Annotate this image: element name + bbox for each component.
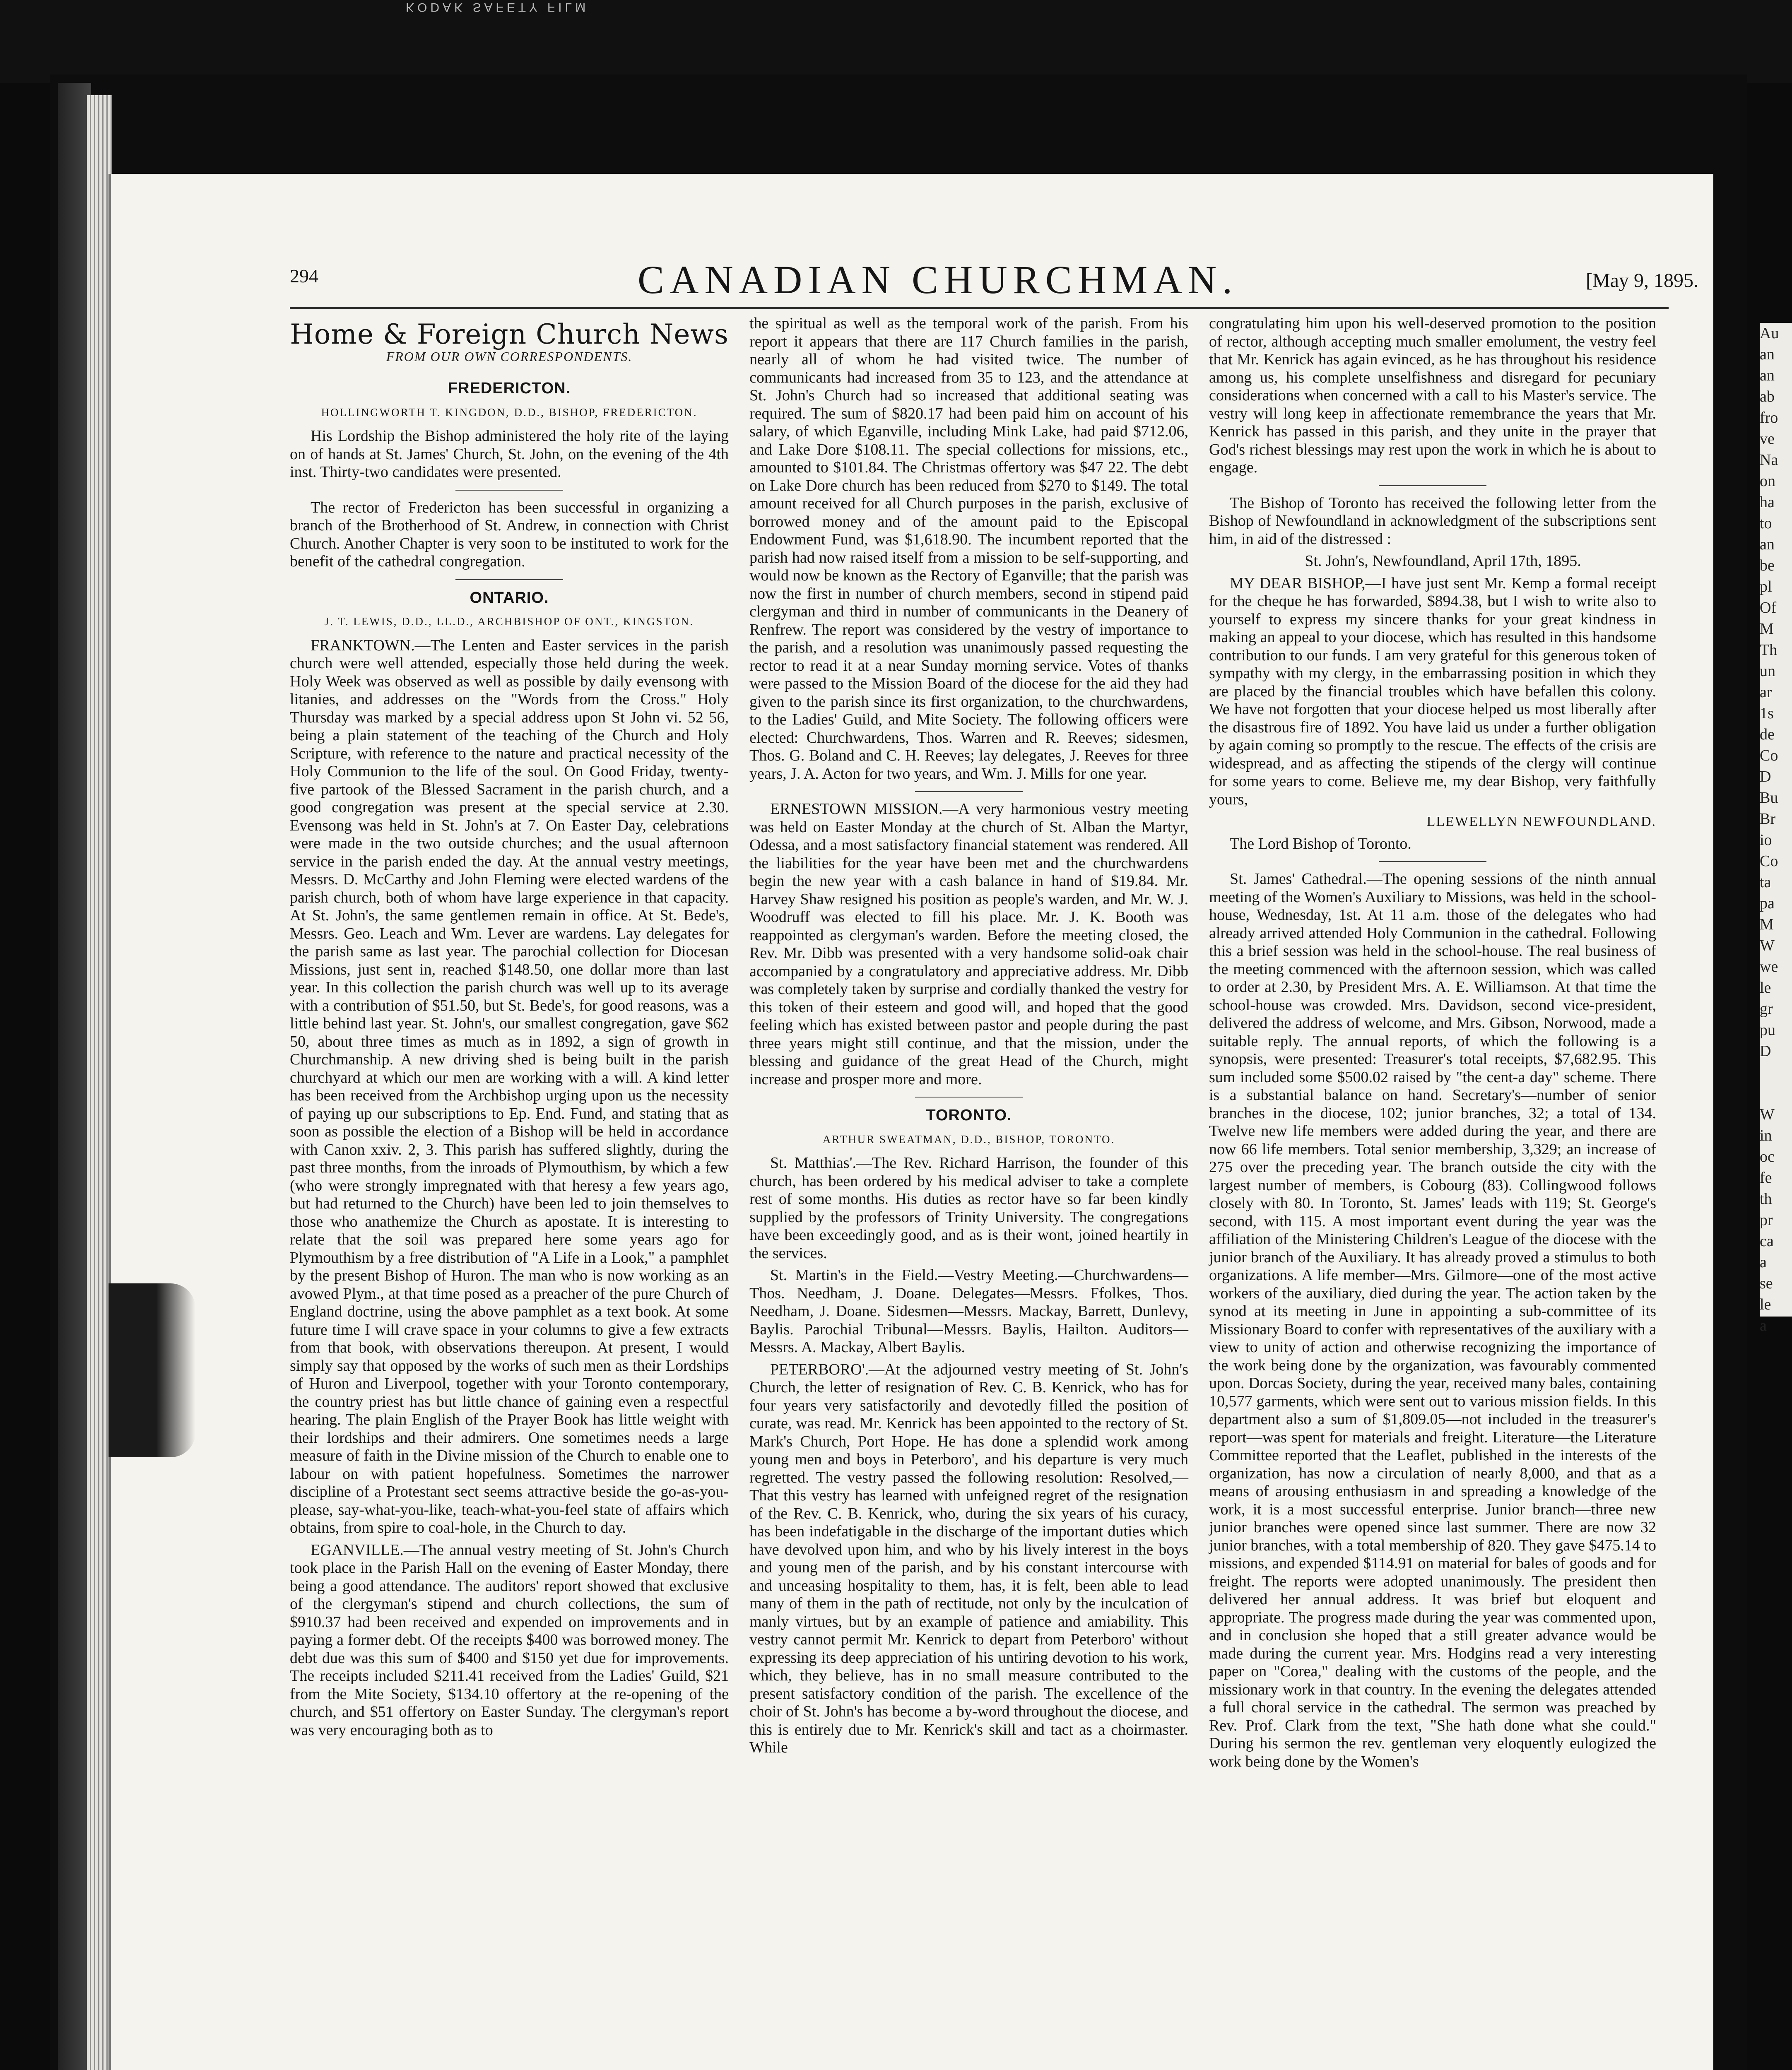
strip-line: an [1760,367,1775,384]
strip-line: de [1760,726,1775,743]
st-martins-article: St. Martin's in the Field.—Vestry Meeting.—Churchwardens—Thos. Needham, J. Doane. Delegates—Messrs. Ffolkes, Thos. Needham, J. Doane. Sidesmen—Messrs. Mackay, Barrett, Dunlevy, Baylis. Parochial Tribunal—Messrs. Baylis, Hailton. Auditors—Messrs. A. Mackay, Albert Baylis. [749,1266,1188,1356]
strip-line: le [1760,1296,1771,1313]
ernestown-article: ERNESTOWN MISSION.—A very harmonious vestry meeting was held on Easter Monday at the church of St. Alban the Martyr, Odessa, and a most satisfactory financial statement was rendered. All the liabilities for the year have been met and the churchwardens begin the new year with a cash balance in hand of $19.84. Mr. Harvey Shaw resigned his position as people's warden, and Mr. W. J. Woodruff was elected to fill his place. Mr. J. K. Booth was reappointed as clergyman's warden. Before the meeting closed, the Rev. Mr. Dibb was presented with a very handsome solid-oak chair accompanied by a congratulatory and appreciative address. Mr. Dibb was completely taken by surprise and cordially thanked the vestry for this token of their esteem and good will, and hoped that the good feeling which has existed between pastor and people during the past three years might still continue, and that the mission, under the blessing and guidance of the great Head of the Church, might increase and prosper more and more. [749,800,1188,1088]
strip-line: be [1760,557,1775,574]
strip-line: ca [1760,1232,1774,1250]
strip-line: se [1760,1275,1773,1292]
fredericton-bishop: HOLLINGWORTH T. KINGDON, D.D., BISHOP, FREDERICTON. [321,406,698,419]
strip-line [1760,1062,1792,1083]
section-fredericton: FREDERICTON. [448,380,571,397]
film-edge-text: KODAK SAFETY FILM [406,0,589,14]
letter-addressee: The Lord Bishop of Toronto. [1230,835,1411,852]
strip-line: Bu [1760,789,1778,806]
masthead [290,257,1706,306]
strip-line: Co [1760,852,1778,870]
st-james-cathedral-article: St. James' Cathedral.—The opening sessions of the ninth annual meeting of the Women's Auxiliary to Missions, was held in the school-house, Wednesday, 1st. At 11 a.m. those of the delegates who had already arrived attended Holy Communion in the cathedral. Following this a brief session was held in the school-house. The real business of the meeting commenced with the afternoon session, which was called to order at 2.30, by President Mrs. A. E. Williamson. At that time the school-house was crowded. Mrs. Davidson, second vice-president, delivered the address of welcome, and Mrs. Gibson, Norwood, made a suitable reply. The annual reports, of which the following is a synopsis, were presented: Treasurer's total receipts, $7,682.95. This sum included some $500.02 raised by "the cent-a day" scheme. There is a substantial balance on hand. Secretary's—number of senior branches in the diocese, 102; junior branches, 32; a total of 134. Twelve new life members were added during the year, and there are now 66 life members. Total senior membership, 3,329; an increase of 275 over the preceding year. The branch outside the city with the largest number of members, is Cobourg (83). Collingwood follows closely with 80. In Toronto, St. James' leads with 119; St. George's second, with 115. A most important event during the year was the affiliation of the Ministering Children's League of the diocese with the junior branch of the Auxiliary. It has already proved a stimulus to both organizations. A life member—Mrs. Gilmore—one of the most active workers of the auxiliary, died during the year. The action taken by the synod at its meeting in June in appointing a sub-committee of its Missionary Board to confer with representatives of the auxiliary with a view to unity of action and otherwise recognizing the importance of the work being done by the organization, was favourably commented upon. Dorcas Society, during the year, received many bales, containing 10,577 garments, which were sent out to various mission fields. In this department also a sum of $1,809.05—not included in the treasurer's report—was spent for materials and freight. Literature—the Literature Committee reported that the Leaflet, published in the interests of the organization, has now a circulation of nearly 8,000, and that as a means of arousing enthusiasm in and spreading a knowledge of the work, it is a most successful enterprise. Junior branch—three new junior branches were opened since last summer. There are now 32 junior branches, with a total membership of 820. They gave $475.14 to missions, and expended $114.91 on material for bales of goods and for freight. The reports were adopted unanimously. The president then delivered her annual address. It was brief but eloquent and appropriate. The progress made during the year was commented upon, and in conclusion she hoped that a still greater advance would be made during the current year. Mrs. Hodgins read a very interesting paper on "Corea," dealing with the customs of the people, and the missionary work in that country. In the evening the delegates attended a full choral service in the cathedral. The sermon was preached by Rev. Prof. Clark from the text, "She hath done what she could." During his sermon the rev. gentleman very eloquently eulogized the work being done by the Women's [1209,870,1656,1770]
strip-line: ab [1760,388,1775,405]
strip-line: ha [1760,493,1775,511]
correspondents-subhead: FROM OUR OWN CORRESPONDENTS. [386,349,633,364]
newspaper-title: CANADIAN CHURCHMAN. [638,258,1238,302]
strip-line: M [1760,620,1774,638]
strip-line: pu [1760,1021,1775,1039]
strip-line: we [1760,958,1778,975]
fredericton-item-1: His Lordship the Bishop administered the holy rite of the laying on of hands at St. James' Church, St. John, on the evening of the 4th inst. Thirty-two candidates were presented. [290,427,729,481]
strip-line: pa [1760,895,1775,912]
strip-line: D [1760,1042,1771,1060]
peterboro-continued: congratulating him upon his well-deserved promotion to the position of rector, although accepting much smaller emolument, the vestry feel that Mr. Kenrick has again evinced, as he has throughout his residence among us, his complete unselfishness and disregard for pecuniary considerations when concerned with a call to his Master's service. The vestry will long keep in affectionate remembrance the years that Mr. Kenrick has passed in this parish, and they unite in the prayer that God's richest blessings may rest upon the work in which he is about to engage. [1209,315,1656,476]
film-background [0,0,1792,83]
strip-line: pl [1760,578,1772,595]
fredericton-item-2: The rector of Fredericton has been successful in organizing a branch of the Brotherhood of St. Andrew, in connection with Christ Church. Another Chapter is very soon to be instituted to work for the benefit of the cathedral congregation. [290,498,729,570]
strip-line: 1s [1760,705,1774,722]
section-toronto: TORONTO. [926,1107,1012,1124]
peterboro-article: PETERBORO'.—At the adjourned vestry meeting of St. John's Church, the letter of resignation of Rev. C. B. Kenrick, who has for four years very satisfactorily and devotedly filled the position of curate, was read. Mr. Kenrick has been appointed to the rectory of St. Mark's Church, Port Hope. He has done a splendid work among young men and boys in Peterboro', and his departure is very much regretted. The vestry passed the following resolution: Resolved,—That this vestry has learned with unfeigned regret of the resignation of the Rev. C. B. Kenrick, who, during the six years of his curacy, has been indefatigable in the discharge of the important duties which have devolved upon him, and who by his lively interest in the boys and young men of the parish, and by his constant intercourse with and unceasing hospitality to them, has, it is felt, been able to lead many of them in the path of rectitude, not only by the inculcation of manly virtues, but by an example of patience and amiability. This vestry cannot permit Mr. Kenrick to depart from Peterboro' without expressing its deep appreciation of his untiring devotion to his work, which, they believe, has in no small measure contributed to the present satisfactory condition of the parish. The excellence of the choir of St. John's has become a by-word throughout the diocese, and this is entirely due to Mr. Kenrick's skill and tact as a choirmaster. While [749,1360,1188,1756]
strip-line: Co [1760,747,1778,764]
strip-line: Th [1760,641,1778,659]
strip-line: ve [1760,430,1775,448]
separator [455,490,563,491]
newfoundland-letter: MY DEAR BISHOP,—I have just sent Mr. Kemp a formal receipt for the cheque he has forwarded, $894.38, but I wish to write also to yourself to express my sincere thanks for your great kindness in making an appeal to your diocese, which has resulted in this handsome contribution to our funds. I am very grateful for this generous token of sympathy with my clergy, in the embarrassing position in which they are placed by the financial troubles which have befallen this colony. We have not forgotten that your diocese helped us most liberally after the disastrous fire of 1892. You have laid us under a further obligation by again coming so promptly to the rescue. The effects of the crisis are widespread, and as affecting the stipends of the clergy will continue for some years to come. Believe me, my dear Bishop, very faithfully yours, [1209,574,1656,808]
strip-line: W [1760,937,1775,954]
separator [1379,485,1486,486]
column-2 [749,315,1188,2070]
strip-line: io [1760,831,1772,849]
strip-line: a [1760,1254,1767,1271]
strip-line: Na [1760,451,1778,469]
department-heading: Home & Foreign Church News [290,318,729,350]
separator [915,791,1023,792]
strip-line: ta [1760,874,1771,891]
issue-date: [May 9, 1895. [1586,270,1698,291]
strip-line: on [1760,472,1775,490]
strip-line: an [1760,346,1775,363]
strip-line: pr [1760,1211,1773,1229]
strip-line: W [1760,1106,1775,1123]
separator [455,579,563,580]
strip-line: to [1760,515,1772,532]
strip-line: an [1760,536,1775,553]
newfoundland-intro: The Bishop of Toronto has received the following letter from the Bishop of Newfoundland in acknowledgment of the subscriptions sent him, in aid of the distressed : [1209,494,1656,548]
strip-line: le [1760,979,1771,996]
strip-line: fro [1760,409,1778,426]
adjacent-page-strip [1760,323,1792,1334]
thumb-shadow [108,1283,195,1457]
strip-line [1760,1083,1792,1104]
ontario-bishop: J. T. LEWIS, D.D., LL.D., ARCHBISHOP OF ONT., KINGSTON. [324,615,694,628]
page-edges [87,95,112,2070]
column-3 [1209,315,1656,2070]
section-ontario: ONTARIO. [470,589,549,607]
strip-line: Au [1760,325,1779,342]
strip-line: un [1760,662,1775,680]
strip-line: th [1760,1190,1772,1208]
st-matthias-article: St. Matthias'.—The Rev. Richard Harrison, the founder of this church, has been ordered by his medical adviser to take a complete rest of some months. His duties as rector have so far been kindly supplied by the professors of Trinity University. The congregations have been exceedingly good, and as is their wont, joined heartily in the services. [749,1154,1188,1262]
separator [915,1097,1023,1098]
strip-line: ar [1760,684,1772,701]
masthead-rule [290,307,1669,309]
book-spine [58,83,91,2070]
strip-line: gr [1760,1000,1773,1018]
strip-line: Of [1760,599,1777,616]
strip-line: fe [1760,1169,1772,1187]
column-1 [290,315,729,2070]
letter-dateline: St. John's, Newfoundland, April 17th, 1895. [1305,552,1581,570]
strip-line: D [1760,768,1771,785]
letter-signature: LLEWELLYN NEWFOUNDLAND. [1426,814,1656,829]
page-number: 294 [290,265,318,286]
strip-line: in [1760,1127,1772,1144]
eganville-continued: the spiritual as well as the temporal work of the parish. From his report it appears that there are 117 Church families in the parish, nearly all of whom he had visited twice. The number of communicants had increased from 35 to 123, and the attendance at St. John's Church had so increased that additional seating was required. The sum of $820.17 had been paid him on account of his salary, of which Eganville, including Mink Lake, had paid $712.06, and Lake Dore $108.11. The special collections for missions, etc., amounted to $101.84. The Christmas offertory was $47 22. The debt on Lake Dore church has been reduced from $270 to $149. The total amount received for all Church purposes in the parish, exclusive of borrowed money and of the amount paid to the Episcopal Endowment Fund, was $1,618.90. The incumbent reported that the parish had now raised itself from a mission to be self-supporting, and would now be known as the Rectory of Eganville; that the parish was now the first in number of church members, second in stipend paid clergyman and third in number of communicants in the Deanery of Renfrew. The report was considered by the vestry of importance to the parish, and a resolution was unanimously passed requesting the rector to read it at a near Sunday morning service. Votes of thanks were passed to the Mission Board of the diocese for the aid they had given to the parish since its first organization, to the churchwardens, to the Ladies' Guild, and Mite Society. The following officers were elected: Churchwardens, Thos. Warren and R. Reeves; sidesmen, Thos. G. Boland and C. H. Reeves; lay delegates, J. Reeves for three years, J. A. Acton for two years, and Wm. J. Mills for one year. [749,315,1188,782]
strip-line: oc [1760,1148,1775,1165]
separator [1379,861,1486,862]
strip-line: M [1760,916,1774,933]
toronto-bishop: ARTHUR SWEATMAN, D.D., BISHOP, TORONTO. [822,1133,1115,1146]
strip-line: Br [1760,810,1775,828]
strip-line: a [1760,1317,1767,1334]
franktown-article: FRANKTOWN.—The Lenten and Easter services in the parish church were well attended, especially those held during the week. Holy Week was observed as well as possible by daily evensong with litanies, and addresses on the "Words from the Cross." Holy Thursday was marked by a special address upon St John vi. 52 56, being a plain statement of the teaching of the Church and Holy Scripture, with reference to the nature and practical necessity of the Holy Communion to the life of the soul. On Good Friday, twenty-five partook of the Blessed Sacrament in the parish church, and a good congregation was present at the special service at 2.30. Evensong was held in St. John's at 7. On Easter Day, celebrations were made in the two outside churches; and the usual afternoon service in the parish ended the day. At the annual vestry meetings, Messrs. D. McCarthy and John Fleming were elected wardens of the parish church, both of whom have large experience in that capacity. At St. John's, the same gentlemen remain in office. At St. Bede's, Messrs. Geo. Leach and Wm. Lever are wardens. Lay delegates for the parish same as last year. The parochial collection for Diocesan Missions, just sent in, reached $148.50, one dollar more than last year. In this collection the parish church was well up to its average with a contribution of $51.50, but St. Bede's, for good reasons, was a little behind last year. St. John's, our smallest congregation, gave $62 50, about three times as much as in 1892, a sign of growth in Churchmanship. A new driving shed is being built in the parish churchyard at which our men are working with a will. A kind letter has been received from the Archbishop urging upon us the necessity of paying up our subscriptions to Ep. End. Fund, and stating that as soon as possible the election of a Bishop will be held in accordance with Canon xxiv. 2, 3. This parish has suffered slightly, during the past three months, from the inroads of Plymouthism, by which a few (who were strongly impregnated with that heresy a few years ago, but had returned to the Church) have been led to join themselves to those who anathemize the Church as apostate. It is interesting to relate that the soil was prepared here some years ago for Plymouthism by a free distribution of "A Life in a Look," a pamphlet by the present Bishop of Huron. The man who is now working as an avowed Plym., at that time posed as a preacher of the pure Church of England doctrine, using the above pamphlet as a text book. At some future time I will crave space in your columns to give a few extracts from that book, with observations thereupon. At present, I would simply say that opposed by the works of such men as their Lordships of Huron and Liverpool, together with your Toronto contemporary, the country priest has but little chance of gaining even a respectful hearing. The plain English of the Prayer Book has little weight with their lordships and their admirers. One sometimes needs a large measure of faith in the Divine mission of the Church to enable one to labour on with patient hopefulness. Sometimes the narrower discipline of a Protestant sect seems attractive beside the go-as-you-please, say-what-you-like, teach-what-you-feel state of affairs which obtains, from spire to coal-hole, in the Church to day. [290,636,729,1536]
eganville-article: EGANVILLE.—The annual vestry meeting of St. John's Church took place in the Parish Hall on the evening of Easter Monday, there being a good attendance. The auditors' report showed that exclusive of the clergyman's stipend and church collections, the sum of $910.37 had been received and expended on improvements and in paying a former debt. Of the receipts $400 was borrowed money. The debt due was this sum of $400 and $150 yet due for improvements. The receipts included $211.41 received from the Ladies' Guild, $21 from the Mite Society, $134.10 offertory at the re-opening of the church, and $51 offertory on Easter Sunday. The clergyman's report was very encouraging both as to [290,1541,729,1739]
